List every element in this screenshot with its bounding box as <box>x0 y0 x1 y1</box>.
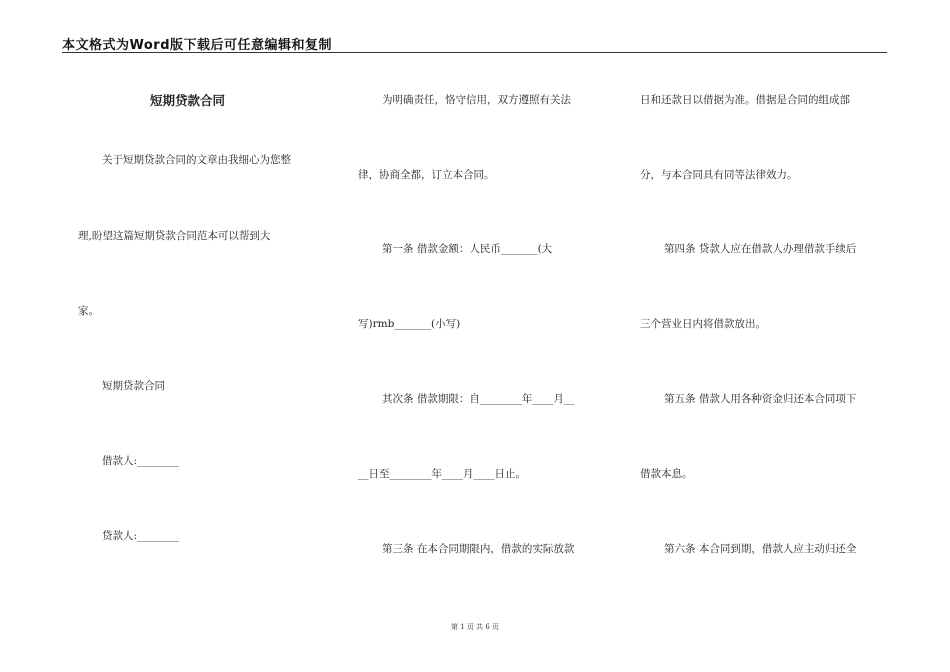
lender-line: 贷款人:________ <box>102 530 180 542</box>
text-line: 写)rmb_______(小写) <box>358 318 461 330</box>
text-line: 第六条 本合同到期，借款人应主动归还全 <box>664 543 857 555</box>
page-number-footer: 第 1 页 共 6 页 <box>450 623 500 631</box>
text-line: 其次条 借款期限：自________年____月__ <box>382 393 575 405</box>
text-line: 短期贷款合同 <box>102 380 165 392</box>
borrower-line: 借款人:________ <box>102 455 180 467</box>
text-line: 日和还款日以借据为准。借据是合同的组成部 <box>640 94 850 106</box>
text-column-3 <box>626 0 876 620</box>
text-line: 第五条 借款人用各种资金归还本合同项下 <box>664 393 857 405</box>
text-line: 三个营业日内将借款放出。 <box>640 318 766 330</box>
text-line: 家。 <box>78 305 99 317</box>
text-line: 第四条 贷款人应在借款人办理借款手续后 <box>664 243 857 255</box>
text-line: 借款本息。 <box>640 468 693 480</box>
text-line: 分，与本合同具有同等法律效力。 <box>640 169 798 181</box>
text-line: 为明确责任，恪守信用，双方遵照有关法 <box>382 94 571 106</box>
header-text: 本文格式为Word版下载后可任意编辑和复制 <box>62 38 333 53</box>
text-column-1 <box>62 0 312 620</box>
text-column-2 <box>344 0 594 620</box>
text-line: 理,盼望这篇短期贷款合同范本可以帮到大 <box>78 230 271 242</box>
text-line: 第一条 借款金额：人民币_______(大 <box>382 243 553 255</box>
text-line: 第三条 在本合同期限内，借款的实际放款 <box>382 543 575 555</box>
document-title: 短期贷款合同 <box>150 93 226 108</box>
text-line: 律，协商全都，订立本合同。 <box>358 169 495 181</box>
text-line: 关于短期贷款合同的文章由我细心为您整 <box>102 154 291 166</box>
text-line: __日至________年____月____日止。 <box>358 468 526 480</box>
